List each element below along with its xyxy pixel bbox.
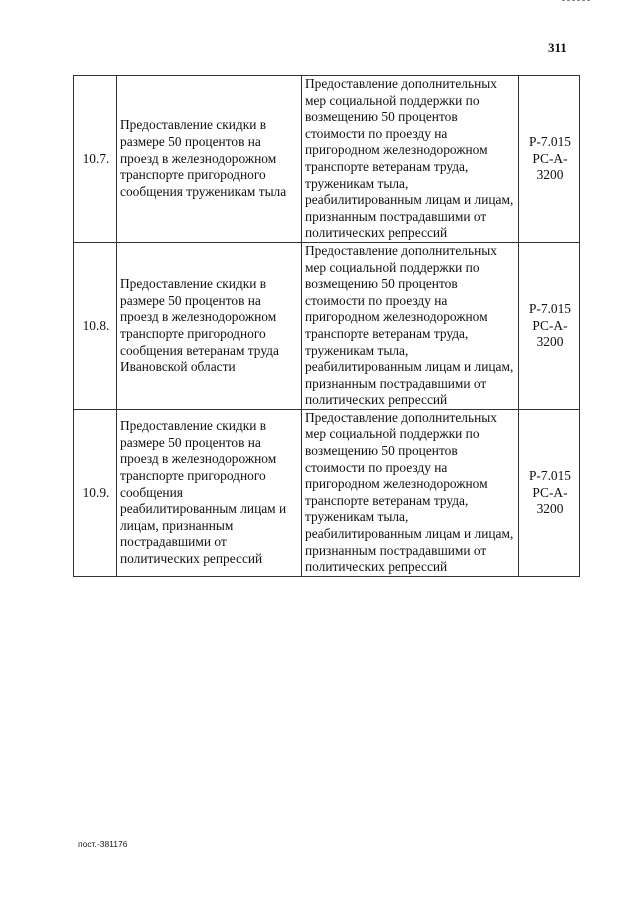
code-part: Р-7.015 bbox=[528, 134, 572, 150]
code-part: Р-7.015 bbox=[528, 301, 572, 317]
measure-description: Предоставление дополнительных мер социальной поддержки по возмещению 50 процентов стоимости по проезду на пригородном железнодорожном транспорте ветеранам труда, труженикам тыла, реабилитированным лицам и лицам, признанным пострадавшими от политических репрессий bbox=[302, 409, 519, 576]
row-number: 10.7. bbox=[74, 76, 117, 243]
page-number: 311 bbox=[548, 40, 567, 55]
code-part: РС-А- bbox=[532, 150, 568, 166]
measure-description: Предоставление дополнительных мер социальной поддержки по возмещению 50 процентов стоимости по проезду на пригородном железнодорожном транспорте ветеранам труда, труженикам тыла, реабилитированным лицам и лицам, признанным пострадавшими от политических репрессий bbox=[302, 76, 519, 243]
benefits-table bbox=[73, 75, 580, 577]
document-stamp: пост.-381176 bbox=[78, 839, 128, 849]
code-part: Р-7.015 bbox=[528, 467, 572, 483]
code-part: 3200 bbox=[536, 501, 564, 517]
measure-name: Предоставление скидки в размере 50 процентов на проезд в железнодорожном транспорте пригородного сообщения ветеранам труда Ивановской области bbox=[117, 242, 302, 409]
scan-mark bbox=[562, 0, 590, 2]
table-row bbox=[74, 76, 580, 243]
table-row bbox=[74, 409, 580, 576]
code-part: РС-А- bbox=[532, 484, 568, 500]
code-part: 3200 bbox=[536, 334, 564, 350]
row-number: 10.8. bbox=[74, 242, 117, 409]
code-part: РС-А- bbox=[532, 317, 568, 333]
measure-description: Предоставление дополнительных мер социальной поддержки по возмещению 50 процентов стоимости по проезду на пригородном железнодорожном транспорте ветеранам труда, труженикам тыла, реабилитированным лицам и лицам, признанным пострадавшими от политических репрессий bbox=[302, 242, 519, 409]
row-number: 10.9. bbox=[74, 409, 117, 576]
classification-code bbox=[519, 409, 580, 576]
code-part: 3200 bbox=[536, 167, 564, 183]
classification-code bbox=[519, 242, 580, 409]
measure-name: Предоставление скидки в размере 50 процентов на проезд в железнодорожном транспорте пригородного сообщения реабилитированным лицам и лицам, признанным пострадавшими от политических репрессий bbox=[117, 409, 302, 576]
table-row bbox=[74, 242, 580, 409]
measure-name: Предоставление скидки в размере 50 процентов на проезд в железнодорожном транспорте пригородного сообщения труженикам тыла bbox=[117, 76, 302, 243]
classification-code bbox=[519, 76, 580, 243]
